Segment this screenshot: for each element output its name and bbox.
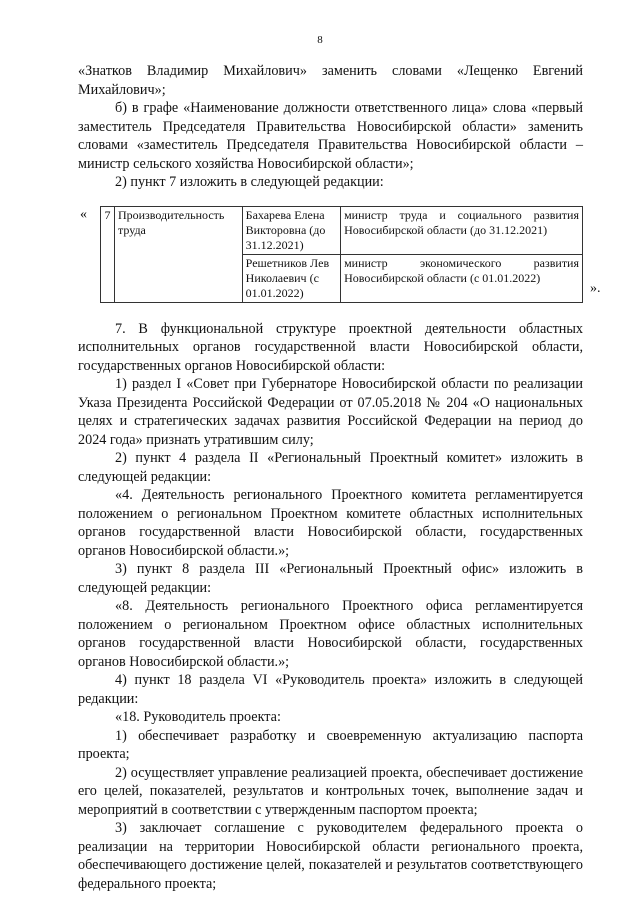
paragraph: «Знатков Владимир Михайлович» заменить словами «Лещенко Евгений Михайлович»; [78, 63, 583, 98]
table-cell-person: Решетников Лев Николаевич (с 01.01.2022) [242, 254, 340, 302]
paragraph: 1) раздел I «Совет при Губернаторе Новосибирской области по реализации Указа Президента Российской Федерации от 07.05.2018 № 204 «О национальных целях и стратегических задачах развития Российской Федерации на период до 2024 года» признать утратившим силу; [78, 376, 583, 448]
table-cell-person: Бахарева Елена Викторовна (до 31.12.2021) [242, 206, 340, 254]
responsible-persons-table [100, 206, 583, 303]
paragraph: 3) пункт 8 раздела III «Региональный Проектный офис» изложить в следующей редакции: [78, 561, 583, 596]
table-close-quote: ». [590, 280, 601, 296]
table-open-quote: « [80, 206, 87, 222]
paragraph: 7. В функциональной структуре проектной деятельности областных исполнительных органов государственной власти Новосибирской области, государственных органов Новосибирской области: [78, 320, 583, 374]
table-cell-number: 7 [101, 206, 115, 302]
paragraph: «4. Деятельность регионального Проектного комитета регламентируется положением о региональном Проектном комитете областных исполнительных органов государственной власти Новосибирской области, государственных органов Новосибирской области.»; [78, 487, 583, 559]
table-row [101, 206, 583, 254]
table-cell-position: министр труда и социального развития Новосибирской области (до 31.12.2021) [341, 206, 583, 254]
table-cell-role: Производительность труда [114, 206, 242, 302]
document-body [78, 62, 601, 893]
paragraph: 1) обеспечивает разработку и своевременную актуализацию паспорта проекта; [78, 727, 583, 762]
paragraph: 2) пункт 4 раздела II «Региональный Проектный комитет» изложить в следующей редакции: [78, 450, 583, 485]
paragraph: «18. Руководитель проекта: [115, 709, 281, 725]
paragraph: 4) пункт 18 раздела VI «Руководитель проекта» изложить в следующей редакции: [78, 672, 583, 707]
inserted-table-block [78, 206, 601, 304]
paragraph: 2) пункт 7 изложить в следующей редакции: [115, 174, 384, 190]
paragraph: 2) осуществляет управление реализацией проекта, обеспечивает достижение его целей, показателей, результатов и контрольных точек, выполнение задач и мероприятий в соответствии с утвержденным паспортом проекта; [78, 764, 583, 818]
paragraph: «8. Деятельность регионального Проектного офиса регламентируется положением о региональном Проектном офисе областных исполнительных органов государственной власти Новосибирской области, государственных органов Новосибирской области.»; [78, 598, 583, 670]
page-number: 8 [317, 34, 323, 46]
paragraph: 3) заключает соглашение с руководителем федерального проекта о реализации на территории Новосибирской области регионального проекта, обеспечивающего достижение целей, показателей и результатов соответствующего федерального проекта; [78, 820, 583, 892]
table-cell-position: министр экономического развития Новосибирской области (с 01.01.2022) [341, 254, 583, 302]
paragraph: б) в графе «Наименование должности ответственного лица» слова «первый заместитель Председателя Правительства Новосибирской области» заменить словами «заместитель Председателя Правительства Новосибирской области – министр сельского хозяйства Новосибирской области»; [78, 100, 583, 172]
